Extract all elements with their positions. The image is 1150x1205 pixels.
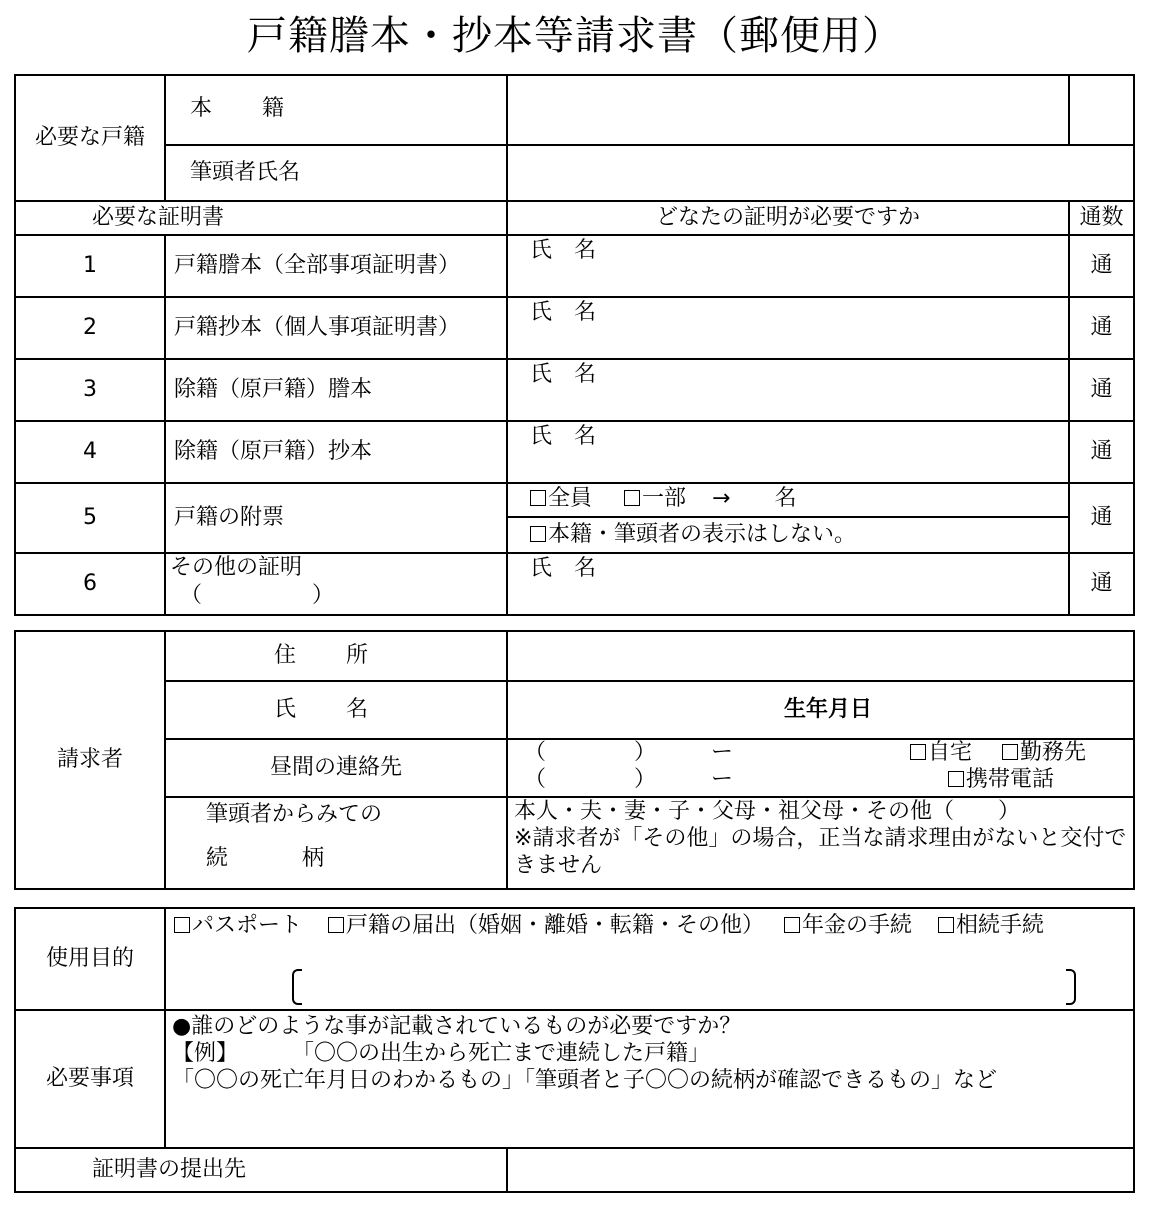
other-certificate-field[interactable]: （ ） — [180, 583, 335, 608]
purpose-free-text-field[interactable] — [292, 969, 1076, 1003]
copies-field[interactable] — [1069, 235, 1134, 297]
required-items-field[interactable] — [165, 1010, 1134, 1148]
requester-label: 請求者 — [15, 631, 165, 889]
fuhyo-display-line — [508, 518, 1068, 552]
example-label: 【例】 — [172, 1041, 239, 1066]
all-label: 全員 — [548, 486, 593, 511]
example-2: 「〇〇の死亡年月日のわかるもの」「筆頭者と子〇〇の続柄が確認できるもの」など — [172, 1068, 998, 1093]
relation-label-line-1: 筆頭者からみての — [206, 802, 383, 827]
arrow-icon: → — [712, 486, 731, 511]
certificate-name: その他の証明 — [170, 555, 303, 580]
example-line-1 — [172, 1040, 1127, 1067]
part-checkbox[interactable] — [624, 486, 642, 511]
koseki-notice-checkbox[interactable] — [328, 913, 346, 938]
fuhyo-options-cell — [507, 483, 1069, 553]
name-label: 氏 名 — [165, 681, 507, 739]
certificate-name: 除籍（原戸籍）抄本 — [165, 421, 507, 483]
required-certificates-table — [14, 74, 1135, 616]
copies-unit: 通 — [1090, 377, 1113, 402]
phone-line-1[interactable]: （ ） ー — [524, 740, 734, 765]
name-count-unit: 名 — [774, 486, 797, 511]
person-name-field[interactable] — [507, 421, 1069, 483]
required-koseki-label: 必要な戸籍 — [15, 75, 165, 201]
daytime-contact-field[interactable] — [507, 739, 1134, 797]
birth-date-label: 生年月日 — [507, 681, 1134, 739]
copies-unit: 通 — [1090, 505, 1113, 530]
submit-to-label: 証明書の提出先 — [15, 1148, 507, 1192]
pension-checkbox[interactable] — [784, 913, 802, 938]
mobile-label: 携帯電話 — [966, 767, 1055, 792]
copies-field[interactable] — [1069, 359, 1134, 421]
certificate-name: 除籍（原戸籍）謄本 — [165, 359, 507, 421]
row-number: 3 — [15, 359, 165, 421]
inheritance-checkbox[interactable] — [938, 913, 956, 938]
home-checkbox[interactable] — [910, 740, 928, 765]
certificate-row-4 — [15, 421, 1134, 483]
pension-label: 年金の手続 — [802, 913, 913, 938]
mobile-checkbox[interactable] — [948, 767, 966, 792]
person-name-field[interactable] — [507, 553, 1069, 615]
certificate-row-3 — [15, 359, 1134, 421]
copies-field[interactable] — [1069, 553, 1134, 615]
relation-label-cell — [165, 797, 507, 889]
count-col-header: 通数 — [1069, 201, 1134, 235]
row-number: 6 — [15, 553, 165, 615]
person-name-label: 氏 名 — [530, 238, 597, 263]
submit-to-field[interactable] — [507, 1148, 1134, 1192]
all-checkbox[interactable] — [530, 486, 548, 511]
requester-table — [14, 630, 1135, 890]
copies-unit: 通 — [1090, 439, 1113, 464]
example-1: 「〇〇の出生から死亡まで連続した戸籍」 — [292, 1041, 711, 1066]
copies-field[interactable] — [1069, 483, 1134, 553]
row-number: 2 — [15, 297, 165, 359]
certificate-row-2 — [15, 297, 1134, 359]
row-number: 1 — [15, 235, 165, 297]
phone-line-2[interactable]: （ ） ー — [524, 767, 734, 792]
address-label: 住 所 — [165, 631, 507, 681]
certificate-row-5 — [15, 483, 1134, 553]
passport-checkbox[interactable] — [174, 913, 192, 938]
work-label: 勤務先 — [1020, 740, 1087, 765]
row-number: 5 — [15, 483, 165, 553]
relation-options[interactable]: 本人・夫・妻・子・父母・祖父母・その他（ ） — [514, 799, 1021, 824]
address-field[interactable] — [507, 631, 1134, 681]
koseki-notice-label: 戸籍の届出（婚姻・離婚・転籍・その他） — [346, 913, 765, 938]
certificate-row-1 — [15, 235, 1134, 297]
relation-field[interactable] — [507, 797, 1134, 889]
row-number: 4 — [15, 421, 165, 483]
copies-unit: 通 — [1090, 253, 1113, 278]
home-label: 自宅 — [928, 740, 973, 765]
contact-type-line-2 — [948, 767, 1054, 793]
part-label: 一部 — [642, 486, 687, 511]
copies-field[interactable] — [1069, 297, 1134, 359]
person-name-label: 氏 名 — [530, 362, 597, 387]
inheritance-label: 相続手続 — [956, 913, 1045, 938]
copies-unit: 通 — [1090, 571, 1113, 596]
purpose-label: 使用目的 — [15, 908, 165, 1010]
certificate-name-other — [165, 553, 507, 615]
no-display-checkbox[interactable] — [530, 522, 548, 547]
hittousha-label: 筆頭者氏名 — [165, 145, 507, 201]
copies-field[interactable] — [1069, 421, 1134, 483]
certificate-col-header: 必要な証明書 — [15, 201, 507, 235]
certificate-row-6 — [15, 553, 1134, 615]
contact-type-line-1 — [910, 740, 1086, 766]
bracket-right — [1066, 969, 1076, 1005]
person-name-field[interactable] — [507, 359, 1069, 421]
certificate-name: 戸籍の附票 — [165, 483, 507, 553]
honseki-field-end — [1069, 75, 1134, 145]
passport-label: パスポート — [192, 913, 303, 938]
person-name-label: 氏 名 — [530, 424, 597, 449]
fuhyo-scope-line — [508, 484, 1068, 518]
purpose-field — [165, 908, 1134, 1010]
copies-unit: 通 — [1090, 315, 1113, 340]
person-name-label: 氏 名 — [530, 300, 597, 325]
person-name-field[interactable] — [507, 235, 1069, 297]
hittousha-field[interactable] — [507, 145, 1134, 201]
daytime-contact-label: 昼間の連絡先 — [165, 739, 507, 797]
required-question: ●誰のどのような事が記載されているものが必要ですか？ — [172, 1014, 742, 1039]
certificate-name: 戸籍抄本（個人事項証明書） — [165, 297, 507, 359]
relation-label-line-2: 続 柄 — [206, 846, 327, 871]
bracket-left — [292, 969, 302, 1005]
no-display-label: 本籍・筆頭者の表示はしない。 — [548, 522, 857, 547]
person-name-label: 氏 名 — [530, 556, 597, 581]
honseki-label: 本 籍 — [165, 75, 507, 145]
purpose-table — [14, 907, 1135, 1193]
form-title: 戸籍謄本・抄本等請求書（郵便用） — [247, 13, 903, 59]
honseki-field[interactable] — [507, 75, 1069, 145]
relation-note: ※請求者が「その他」の場合，正当な請求理由がないと交付できません — [514, 826, 1127, 878]
whose-col-header: どなたの証明が必要ですか — [507, 201, 1069, 235]
certificate-name: 戸籍謄本（全部事項証明書） — [165, 235, 507, 297]
work-checkbox[interactable] — [1002, 740, 1020, 765]
person-name-field[interactable] — [507, 297, 1069, 359]
required-items-label: 必要事項 — [15, 1010, 165, 1148]
